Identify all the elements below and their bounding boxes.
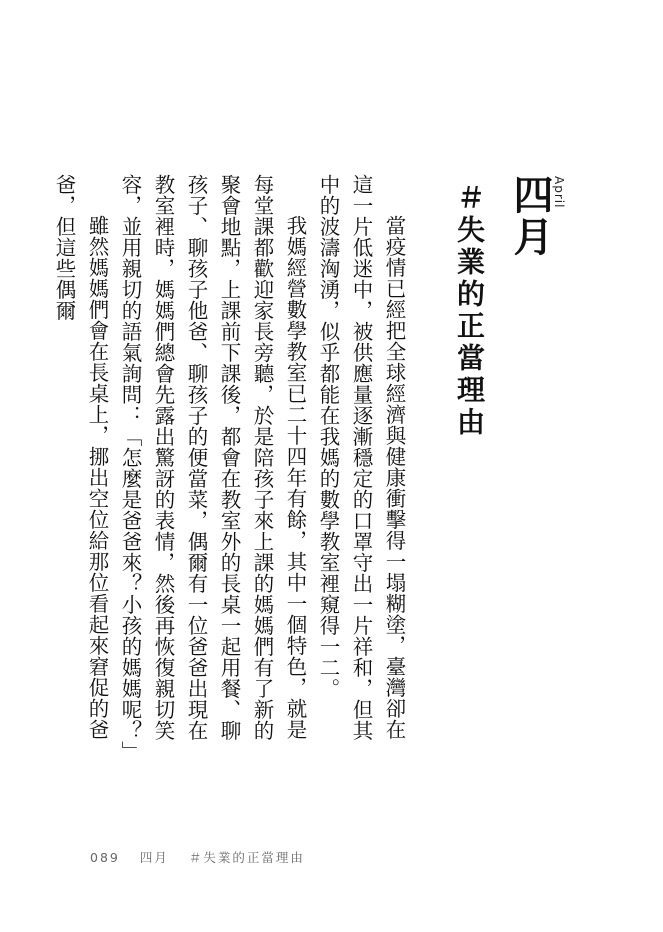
paragraph-2: 我媽經營數學教室已二十四年有餘，其中一個特色，就是每堂課都歡迎家長旁聽，於是陪孩子來上課的媽媽們有了新的聚會地點，上課前下課後，都會在教室外的長桌一起用餐、聊孩子、聊孩子他爸、聊孩子的便當菜，偶爾有一位爸爸出現在教室裡時，媽媽們總會先露出驚訝的表情，然後再恢復親切笑容，並用親切的語氣詢問：「怎麼是爸爸來？小孩的媽媽呢？」 (118, 174, 307, 762)
body-text (52, 174, 410, 762)
chapter-title: 四月 (507, 174, 553, 258)
paragraph-1: 當疫情已經把全球經濟與健康衝擊得一塌糊塗，臺灣卻在這一片低迷中，被供應量逐漸穩定的口罩守出一片祥和，但其中的波濤洶湧，似乎都能在我媽的數學教室裡窺得一二。 (316, 174, 406, 741)
chapter-heading (508, 174, 578, 294)
footer-subtitle: ＃失業的正當理由 (188, 850, 305, 865)
chapter-english-label: April (552, 176, 566, 209)
page-footer (90, 848, 319, 866)
page-number: 089 (90, 850, 120, 865)
chapter-subtitle: ＃失業的正當理由 (453, 183, 486, 439)
paragraph-3: 雖然媽媽們會在長桌上，挪出空位給那位看起來窘促的爸爸，但這些偶爾 (52, 174, 109, 740)
footer-chapter: 四月 (139, 850, 169, 865)
